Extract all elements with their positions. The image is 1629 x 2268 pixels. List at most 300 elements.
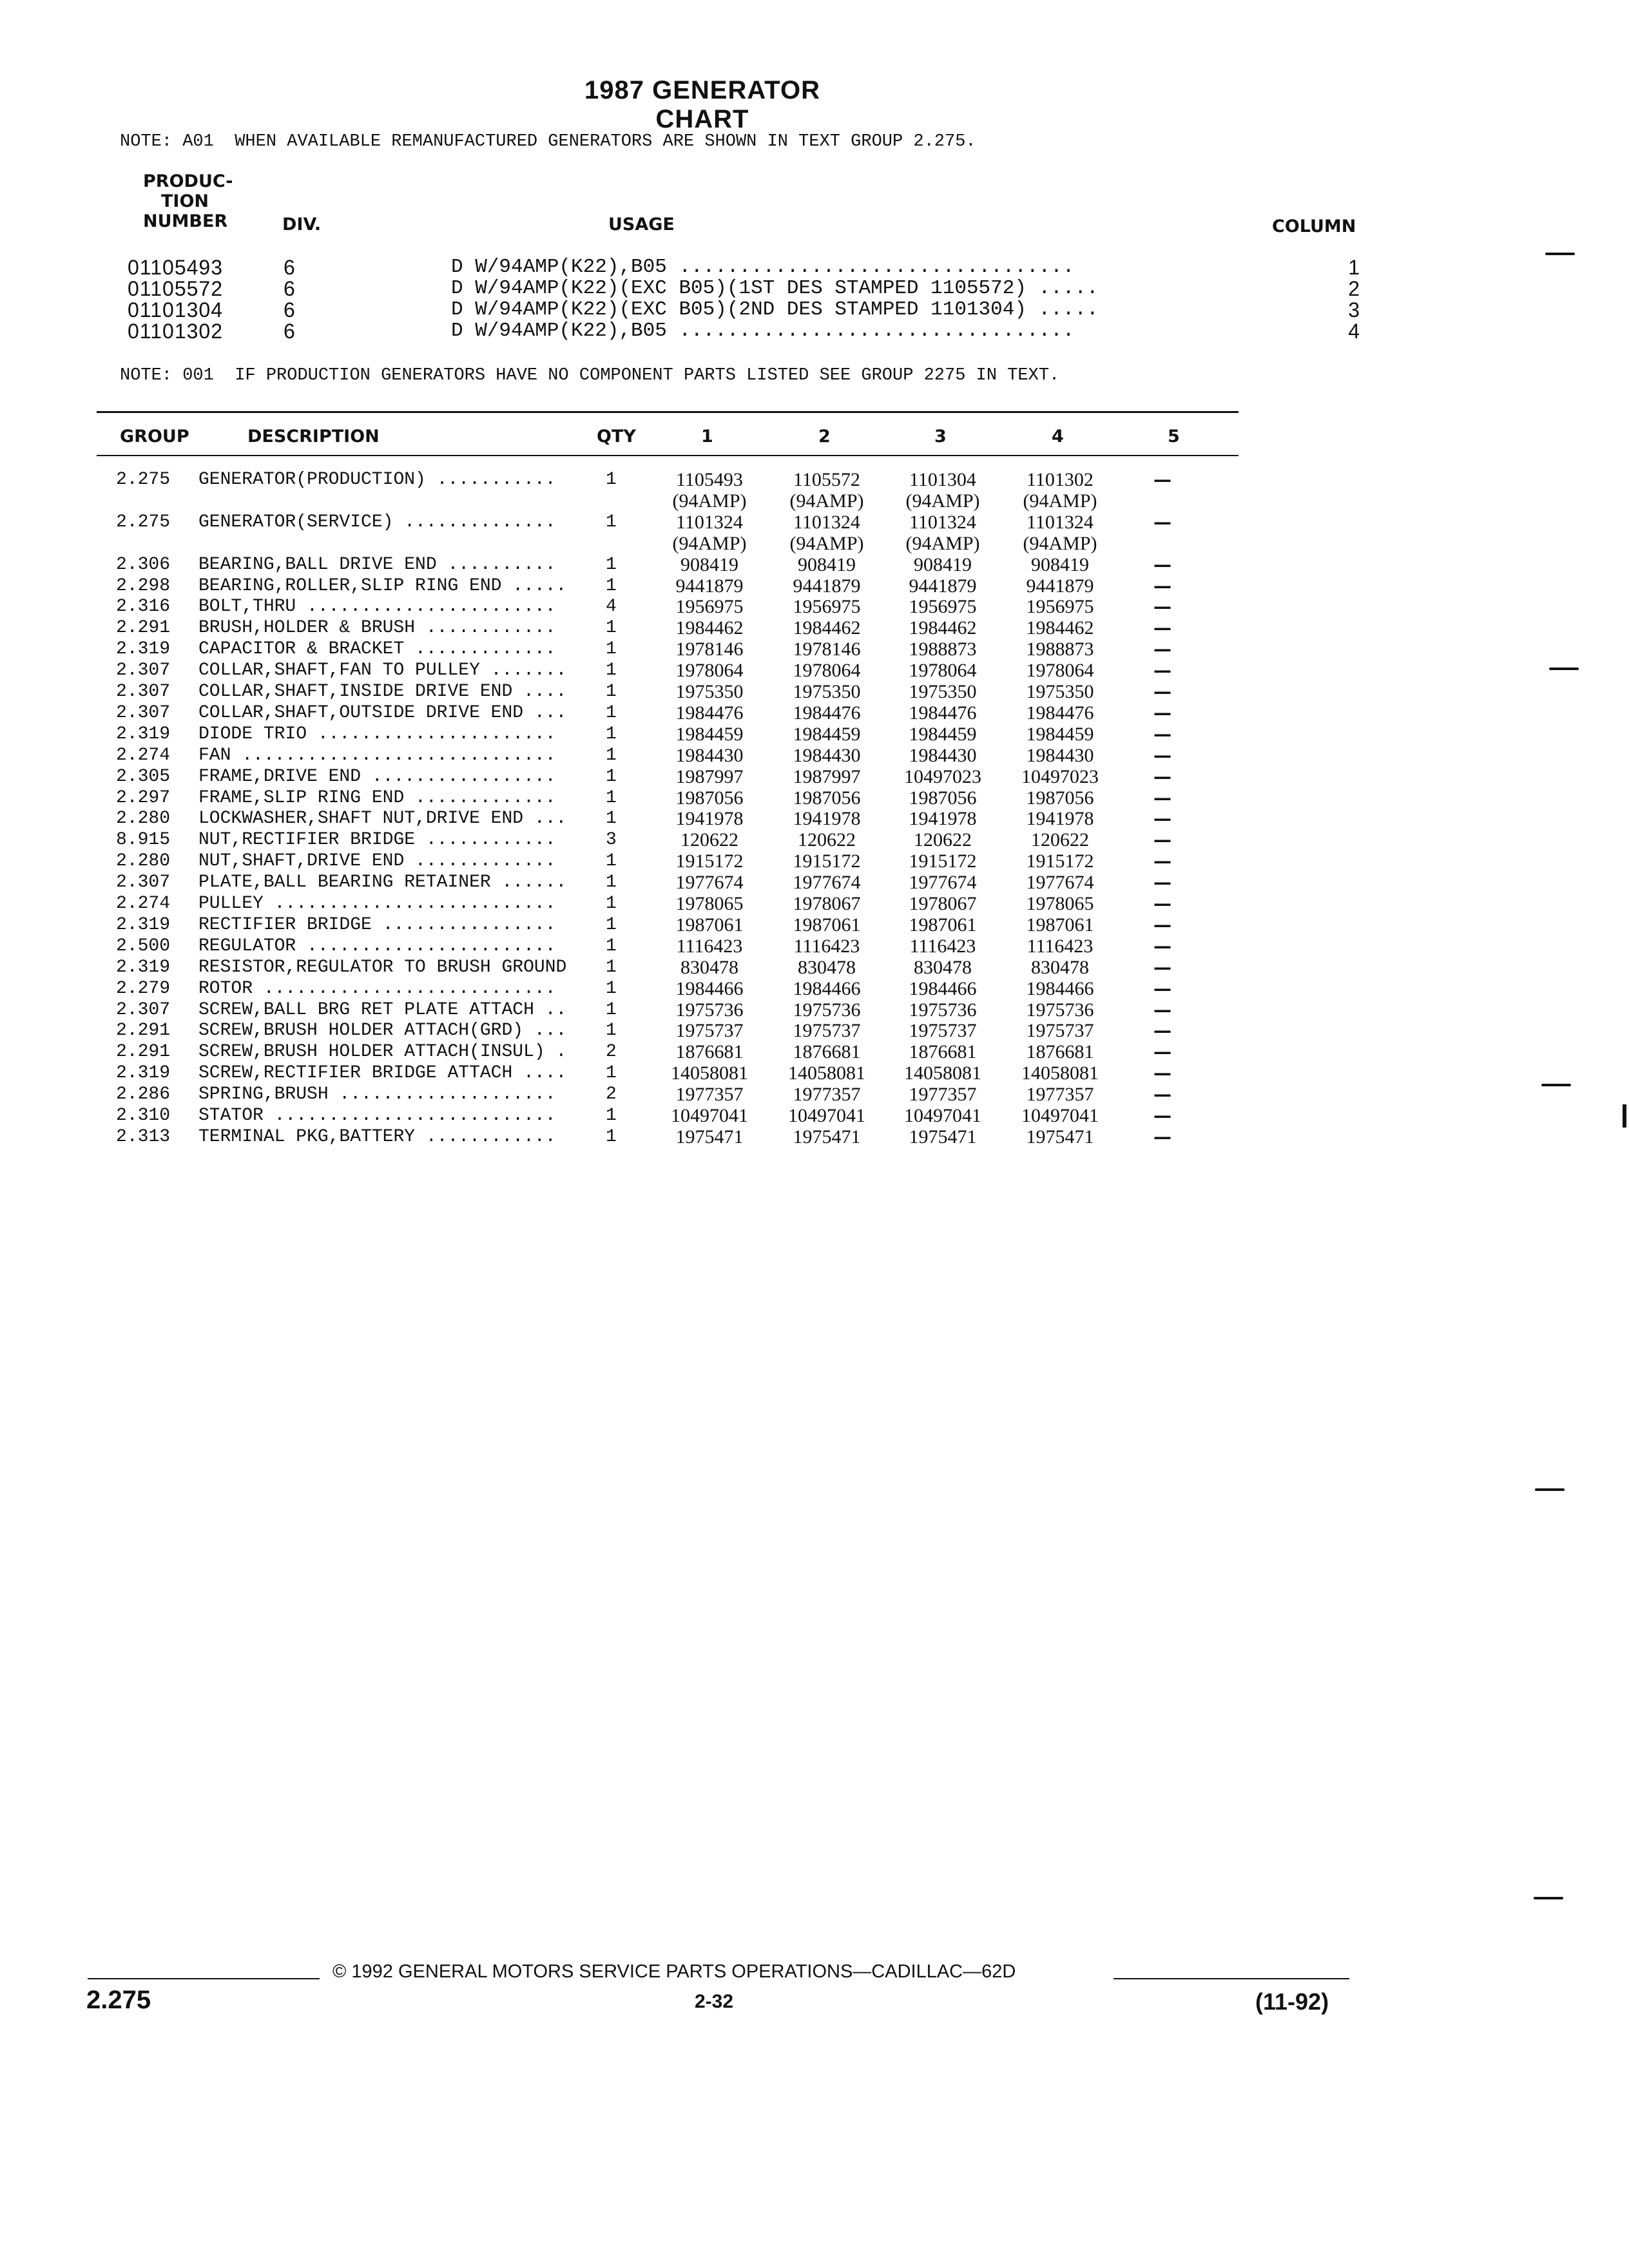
parts-table-header xyxy=(0,427,1629,448)
part-number-col-2: 1105572 xyxy=(793,469,860,490)
part-col-5-dash: — xyxy=(1153,660,1171,682)
part-col-5-dash: — xyxy=(1153,850,1171,872)
part-group: 2.316 xyxy=(116,597,171,617)
part-number-col-3: 14058081 xyxy=(904,1062,981,1084)
part-group: 2.274 xyxy=(116,894,171,914)
amperage-col-1: (94AMP) xyxy=(672,490,747,512)
part-description: COLLAR,SHAFT,INSIDE DRIVE END .... xyxy=(198,682,567,702)
table-row xyxy=(0,850,1629,872)
part-number-col-1: 1987061 xyxy=(675,914,744,936)
part-col-5-dash: — xyxy=(1153,872,1171,894)
production-usage: D W/94AMP(K22)(EXC B05)(2ND DES STAMPED 1101304) ..... xyxy=(451,299,1099,321)
part-number-col-2: 1984462 xyxy=(793,617,861,639)
table-row xyxy=(0,745,1629,766)
part-col-5-dash: — xyxy=(1153,956,1171,978)
part-qty: 1 xyxy=(606,914,617,935)
part-qty: 1 xyxy=(606,787,617,808)
production-number: 01101302 xyxy=(128,320,223,343)
part-group: 2.319 xyxy=(116,639,171,660)
part-number-col-4: 1975737 xyxy=(1026,1020,1094,1042)
part-number-col-1: 1984466 xyxy=(675,977,744,999)
part-number-col-1: 120622 xyxy=(680,829,738,851)
part-group: 2.307 xyxy=(116,702,171,723)
column-2-header: 2 xyxy=(818,427,831,447)
part-number-col-4: 1984462 xyxy=(1026,617,1094,639)
part-number-col-1: 1105493 xyxy=(676,469,743,490)
production-div: 6 xyxy=(284,277,295,300)
part-number-col-1: 908419 xyxy=(680,553,738,575)
table-row xyxy=(0,829,1629,850)
part-description: BEARING,BALL DRIVE END .......... xyxy=(198,554,556,575)
part-group: 2.319 xyxy=(116,914,171,935)
header-line-3: NUMBER xyxy=(143,211,228,231)
part-number-col-3: 1984476 xyxy=(909,702,977,724)
part-number-col-4: 1956975 xyxy=(1026,596,1094,618)
production-column: 4 xyxy=(1348,320,1360,343)
part-number-col-3: 1101324 xyxy=(909,511,976,533)
part-number-col-4: 1941978 xyxy=(1026,808,1094,830)
part-number-col-1: 1915172 xyxy=(675,850,744,872)
part-number-col-1: 1984430 xyxy=(675,744,744,766)
part-col-5-dash: — xyxy=(1153,787,1171,809)
part-number-col-3: 1941978 xyxy=(909,808,977,830)
note-remanufactured: NOTE: A01 WHEN AVAILABLE REMANUFACTURED GENERATORS ARE SHOWN IN TEXT GROUP 2.275. xyxy=(120,132,976,151)
production-row xyxy=(0,320,1629,342)
part-description: COLLAR,SHAFT,OUTSIDE DRIVE END ... xyxy=(198,702,567,723)
div-header: DIV. xyxy=(282,215,322,235)
part-number-col-4: 10497041 xyxy=(1021,1105,1099,1126)
part-qty: 1 xyxy=(606,851,617,872)
part-description: RESISTOR,REGULATOR TO BRUSH GROUND xyxy=(198,957,567,977)
part-number-col-3: 1975736 xyxy=(909,999,977,1021)
table-row xyxy=(0,596,1629,617)
part-number-col-4: 1101302 xyxy=(1027,469,1094,490)
part-number-col-1: 1101324 xyxy=(676,511,743,533)
part-qty: 1 xyxy=(606,554,617,575)
part-col-5-dash: — xyxy=(1153,977,1171,999)
part-number-col-1: 1941978 xyxy=(675,808,744,830)
part-number-col-2: 1116423 xyxy=(793,935,860,957)
part-group: 2.298 xyxy=(116,575,171,596)
table-row xyxy=(0,512,1629,533)
margin-tick-mark xyxy=(1534,1897,1563,1899)
part-number-col-2: 120622 xyxy=(798,829,856,851)
part-description: BEARING,ROLLER,SLIP RING END ..... xyxy=(198,575,567,596)
table-row xyxy=(0,702,1629,724)
part-qty: 1 xyxy=(606,957,617,977)
part-number-col-4: 120622 xyxy=(1031,829,1089,851)
part-number-col-4: 1101324 xyxy=(1027,511,1094,533)
part-description: GENERATOR(SERVICE) .............. xyxy=(198,512,556,532)
footer-page-number: 2-32 xyxy=(695,1991,734,2012)
header-line-2: TION xyxy=(160,191,209,211)
part-col-5-dash: — xyxy=(1153,723,1171,745)
production-usage: D W/94AMP(K22),B05 ................................. xyxy=(451,320,1075,342)
part-number-col-4: 1978065 xyxy=(1026,893,1094,914)
part-number-col-2: 1975471 xyxy=(793,1126,861,1148)
part-description: SCREW,BALL BRG RET PLATE ATTACH .. xyxy=(198,999,567,1020)
part-number-col-2: 1915172 xyxy=(793,850,861,872)
part-qty: 1 xyxy=(606,936,617,956)
part-group: 2.307 xyxy=(116,872,171,893)
part-group: 8.915 xyxy=(116,830,171,850)
part-number-col-3: 1984459 xyxy=(909,723,977,745)
production-column: 2 xyxy=(1348,277,1360,300)
group-header: GROUP xyxy=(120,427,189,447)
part-col-5-dash: — xyxy=(1153,575,1171,597)
table-row xyxy=(0,766,1629,787)
part-description: RECTIFIER BRIDGE ................ xyxy=(198,914,556,935)
table-row-amperage xyxy=(0,490,1629,512)
part-number-col-4: 1915172 xyxy=(1026,850,1094,872)
part-number-col-2: 1984459 xyxy=(793,723,861,745)
part-number-col-3: 1987056 xyxy=(909,787,977,809)
part-col-5-dash: — xyxy=(1153,893,1171,914)
table-row xyxy=(0,660,1629,681)
part-description: COLLAR,SHAFT,FAN TO PULLEY ....... xyxy=(198,660,567,681)
qty-header: QTY xyxy=(597,427,636,447)
column-header: COLUMN xyxy=(1272,216,1356,236)
part-number-col-4: 1975471 xyxy=(1026,1126,1094,1148)
footer-rule-right xyxy=(1113,1978,1349,1979)
part-col-5-dash: — xyxy=(1153,935,1171,957)
part-number-col-3: 1977674 xyxy=(909,872,977,894)
part-number-col-2: 1987061 xyxy=(793,914,861,936)
part-col-5-dash: — xyxy=(1153,1062,1171,1084)
part-number-col-2: 830478 xyxy=(798,956,856,978)
part-number-col-3: 120622 xyxy=(914,829,972,851)
part-number-col-2: 1941978 xyxy=(793,808,861,830)
part-number-col-1: 14058081 xyxy=(671,1062,748,1084)
part-qty: 1 xyxy=(606,575,617,596)
description-header: DESCRIPTION xyxy=(247,427,380,447)
part-number-col-1: 1876681 xyxy=(675,1041,744,1063)
part-number-col-3: 830478 xyxy=(914,956,972,978)
part-col-5-dash: — xyxy=(1153,596,1171,618)
part-number-col-1: 1978064 xyxy=(675,660,744,682)
part-group: 2.280 xyxy=(116,809,171,829)
table-row xyxy=(0,872,1629,893)
part-description: BOLT,THRU ....................... xyxy=(198,597,556,617)
note-production-generators: NOTE: 001 IF PRODUCTION GENERATORS HAVE NO COMPONENT PARTS LISTED SEE GROUP 2275 IN TEXT. xyxy=(120,366,1060,385)
part-number-col-2: 14058081 xyxy=(788,1062,865,1084)
part-number-col-3: 1984462 xyxy=(909,617,977,639)
part-number-col-2: 1984430 xyxy=(793,744,861,766)
table-row xyxy=(0,681,1629,702)
part-number-col-4: 9441879 xyxy=(1026,575,1094,597)
part-group: 2.291 xyxy=(116,1042,171,1062)
production-row xyxy=(0,278,1629,300)
margin-edge-mark xyxy=(1623,1104,1626,1128)
part-group: 2.274 xyxy=(116,745,171,765)
part-number-col-2: 1956975 xyxy=(793,596,861,618)
part-number-col-3: 9441879 xyxy=(909,575,977,597)
part-number-col-2: 1876681 xyxy=(793,1041,861,1063)
part-number-col-3: 1984430 xyxy=(909,744,977,766)
part-qty: 1 xyxy=(606,512,617,532)
part-number-col-4: 1987056 xyxy=(1026,787,1094,809)
part-number-col-4: 1978064 xyxy=(1026,660,1094,682)
footer-rule-left xyxy=(88,1978,320,1979)
part-col-5-dash: — xyxy=(1153,1105,1171,1126)
part-col-5-dash: — xyxy=(1153,511,1171,533)
part-description: DIODE TRIO ...................... xyxy=(198,724,556,744)
table-row xyxy=(0,1084,1629,1105)
production-number: 01105493 xyxy=(128,256,223,279)
part-col-5-dash: — xyxy=(1153,765,1171,787)
part-number-col-3: 1956975 xyxy=(909,596,977,618)
part-number-col-1: 1984459 xyxy=(675,723,744,745)
part-number-col-4: 830478 xyxy=(1031,956,1089,978)
part-description: SCREW,BRUSH HOLDER ATTACH(INSUL) . xyxy=(198,1042,567,1062)
part-group: 2.275 xyxy=(116,470,171,490)
part-qty: 2 xyxy=(606,1084,617,1105)
table-row-amperage xyxy=(0,533,1629,554)
part-description: FAN ............................. xyxy=(198,745,556,765)
part-number-col-2: 1978067 xyxy=(793,893,861,914)
part-number-col-2: 1978064 xyxy=(793,660,861,682)
part-number-col-1: 1975736 xyxy=(675,999,744,1021)
part-col-5-dash: — xyxy=(1153,469,1171,490)
table-top-rule xyxy=(97,411,1239,413)
column-1-header: 1 xyxy=(701,427,713,447)
amperage-col-3: (94AMP) xyxy=(905,532,980,554)
part-group: 2.280 xyxy=(116,851,171,872)
part-number-col-3: 1975737 xyxy=(909,1020,977,1042)
production-usage: D W/94AMP(K22),B05 ................................. xyxy=(451,256,1075,278)
table-row xyxy=(0,1041,1629,1062)
part-number-col-1: 1984476 xyxy=(675,702,744,724)
part-qty: 1 xyxy=(606,872,617,893)
part-description: FRAME,SLIP RING END ............. xyxy=(198,787,556,808)
table-row xyxy=(0,1020,1629,1041)
part-qty: 1 xyxy=(606,1063,617,1084)
part-number-col-3: 1975350 xyxy=(909,681,977,702)
part-col-5-dash: — xyxy=(1153,617,1171,639)
column-5-header: 5 xyxy=(1168,427,1180,447)
part-col-5-dash: — xyxy=(1153,744,1171,766)
part-number-col-4: 1984430 xyxy=(1026,744,1094,766)
production-number: 01101304 xyxy=(128,298,223,322)
part-qty: 1 xyxy=(606,618,617,639)
part-description: SPRING,BRUSH .................... xyxy=(198,1084,556,1105)
part-group: 2.319 xyxy=(116,724,171,744)
part-number-col-4: 1977357 xyxy=(1026,1084,1094,1106)
part-col-5-dash: — xyxy=(1153,702,1171,724)
part-group: 2.307 xyxy=(116,682,171,702)
amperage-col-2: (94AMP) xyxy=(789,490,864,512)
table-row xyxy=(0,1126,1629,1148)
part-col-5-dash: — xyxy=(1153,1041,1171,1063)
part-number-col-1: 1975350 xyxy=(675,681,744,702)
amperage-col-4: (94AMP) xyxy=(1023,490,1097,512)
table-row xyxy=(0,617,1629,639)
part-description: SCREW,BRUSH HOLDER ATTACH(GRD) ... xyxy=(198,1021,567,1041)
part-description: PLATE,BALL BEARING RETAINER ...... xyxy=(198,872,567,893)
part-description: GENERATOR(PRODUCTION) ........... xyxy=(198,470,556,490)
table-row xyxy=(0,724,1629,745)
table-header-rule xyxy=(97,455,1239,456)
table-row xyxy=(0,554,1629,575)
part-description: ROTOR ........................... xyxy=(198,978,556,999)
table-row xyxy=(0,469,1629,490)
part-qty: 1 xyxy=(606,978,617,999)
part-number-col-3: 1977357 xyxy=(909,1084,977,1106)
part-number-col-4: 1977674 xyxy=(1026,872,1094,894)
part-col-5-dash: — xyxy=(1153,914,1171,936)
part-qty: 1 xyxy=(606,745,617,765)
part-group: 2.319 xyxy=(116,1063,171,1084)
part-description: NUT,RECTIFIER BRIDGE ............ xyxy=(198,830,556,850)
part-number-col-2: 1975736 xyxy=(793,999,861,1021)
part-qty: 1 xyxy=(606,702,617,723)
header-line-1: PRODUC- xyxy=(143,171,233,191)
production-column: 1 xyxy=(1348,256,1360,279)
production-div: 6 xyxy=(284,256,295,279)
part-number-col-2: 908419 xyxy=(798,553,856,575)
production-usage: D W/94AMP(K22)(EXC B05)(1ST DES STAMPED 1105572) ..... xyxy=(451,278,1099,300)
part-group: 2.307 xyxy=(116,660,171,681)
part-number-col-3: 1987061 xyxy=(909,914,977,936)
part-qty: 1 xyxy=(606,470,617,490)
column-4-header: 4 xyxy=(1052,427,1064,447)
part-number-col-1: 1978146 xyxy=(675,639,744,660)
part-number-col-2: 1975737 xyxy=(793,1020,861,1042)
production-div: 6 xyxy=(284,320,295,343)
production-number: 01105572 xyxy=(128,277,223,300)
part-number-col-2: 1987997 xyxy=(793,765,861,787)
production-row xyxy=(0,299,1629,321)
part-qty: 2 xyxy=(606,1042,617,1062)
table-row xyxy=(0,957,1629,978)
column-3-header: 3 xyxy=(934,427,947,447)
part-description: LOCKWASHER,SHAFT NUT,DRIVE END ... xyxy=(198,809,567,829)
table-row xyxy=(0,808,1629,829)
part-number-col-2: 1978146 xyxy=(793,639,861,660)
page-title: 1987 GENERATOR CHART xyxy=(584,76,820,133)
part-qty: 1 xyxy=(606,1021,617,1041)
part-group: 2.286 xyxy=(116,1084,171,1105)
part-col-5-dash: — xyxy=(1153,681,1171,702)
part-number-col-3: 1978067 xyxy=(909,893,977,914)
part-qty: 1 xyxy=(606,682,617,702)
part-number-col-4: 14058081 xyxy=(1021,1062,1099,1084)
part-number-col-2: 1984476 xyxy=(793,702,861,724)
part-col-5-dash: — xyxy=(1153,808,1171,830)
table-row xyxy=(0,978,1629,999)
part-qty: 1 xyxy=(606,894,617,914)
part-qty: 4 xyxy=(606,597,617,617)
part-description: CAPACITOR & BRACKET ............. xyxy=(198,639,556,660)
part-number-col-3: 10497023 xyxy=(904,765,981,787)
part-number-col-2: 1977357 xyxy=(793,1084,861,1106)
part-number-col-2: 9441879 xyxy=(793,575,861,597)
part-description: REGULATOR ....................... xyxy=(198,936,556,956)
table-row xyxy=(0,1105,1629,1126)
part-description: NUT,SHAFT,DRIVE END ............. xyxy=(198,851,556,872)
part-number-col-1: 1977674 xyxy=(675,872,744,894)
part-number-col-4: 1876681 xyxy=(1026,1041,1094,1063)
part-qty: 1 xyxy=(606,999,617,1020)
part-qty: 3 xyxy=(606,830,617,850)
part-number-col-4: 1975350 xyxy=(1026,681,1094,702)
amperage-col-3: (94AMP) xyxy=(905,490,980,512)
part-qty: 1 xyxy=(606,639,617,660)
part-group: 2.279 xyxy=(116,978,171,999)
part-description: SCREW,RECTIFIER BRIDGE ATTACH .... xyxy=(198,1063,567,1084)
table-row xyxy=(0,914,1629,936)
part-number-col-3: 10497041 xyxy=(904,1105,981,1126)
part-number-col-3: 1116423 xyxy=(909,935,976,957)
part-number-col-1: 1987997 xyxy=(675,765,744,787)
part-number-col-4: 908419 xyxy=(1031,553,1089,575)
amperage-col-4: (94AMP) xyxy=(1023,532,1097,554)
part-number-col-3: 1978064 xyxy=(909,660,977,682)
part-description: PULLEY .......................... xyxy=(198,894,556,914)
part-group: 2.313 xyxy=(116,1126,171,1147)
part-group: 2.291 xyxy=(116,1021,171,1041)
part-number-col-3: 1988873 xyxy=(909,639,977,660)
usage-header: USAGE xyxy=(608,215,675,235)
part-number-col-2: 1987056 xyxy=(793,787,861,809)
part-number-col-1: 1987056 xyxy=(675,787,744,809)
table-row xyxy=(0,787,1629,809)
table-row xyxy=(0,1062,1629,1084)
part-qty: 1 xyxy=(606,1106,617,1126)
footer-group-number: 2.275 xyxy=(86,1986,151,2014)
part-number-col-3: 1101304 xyxy=(909,469,976,490)
part-description: TERMINAL PKG,BATTERY ............ xyxy=(198,1126,556,1147)
table-row xyxy=(0,575,1629,597)
part-number-col-2: 1977674 xyxy=(793,872,861,894)
part-description: STATOR .......................... xyxy=(198,1106,556,1126)
part-number-col-4: 1116423 xyxy=(1027,935,1094,957)
table-row xyxy=(0,999,1629,1021)
production-number-header xyxy=(143,171,233,231)
margin-tick-mark xyxy=(1541,1084,1571,1086)
part-group: 2.307 xyxy=(116,999,171,1020)
part-number-col-2: 1101324 xyxy=(793,511,860,533)
part-number-col-2: 1975350 xyxy=(793,681,861,702)
part-description: FRAME,DRIVE END ................. xyxy=(198,766,556,787)
part-col-5-dash: — xyxy=(1153,553,1171,575)
part-number-col-3: 1915172 xyxy=(909,850,977,872)
part-number-col-4: 1987061 xyxy=(1026,914,1094,936)
part-number-col-4: 1988873 xyxy=(1026,639,1094,660)
part-col-5-dash: — xyxy=(1153,1084,1171,1106)
part-group: 2.297 xyxy=(116,787,171,808)
part-number-col-1: 9441879 xyxy=(675,575,744,597)
part-col-5-dash: — xyxy=(1153,1020,1171,1042)
part-number-col-1: 1116423 xyxy=(676,935,743,957)
part-number-col-1: 1975471 xyxy=(675,1126,744,1148)
part-number-col-3: 1984466 xyxy=(909,977,977,999)
margin-tick-mark xyxy=(1545,253,1575,255)
part-qty: 1 xyxy=(606,660,617,681)
part-number-col-3: 1975471 xyxy=(909,1126,977,1148)
part-group: 2.310 xyxy=(116,1106,171,1126)
part-col-5-dash: — xyxy=(1153,639,1171,660)
footer-date: (11-92) xyxy=(1255,1988,1329,2015)
margin-tick-mark xyxy=(1535,1488,1565,1491)
margin-tick-mark xyxy=(1549,668,1579,670)
part-number-col-4: 1984459 xyxy=(1026,723,1094,745)
part-number-col-4: 10497023 xyxy=(1021,765,1099,787)
table-row xyxy=(0,936,1629,957)
part-col-5-dash: — xyxy=(1153,829,1171,851)
part-qty: 1 xyxy=(606,724,617,744)
part-number-col-1: 1977357 xyxy=(675,1084,744,1106)
